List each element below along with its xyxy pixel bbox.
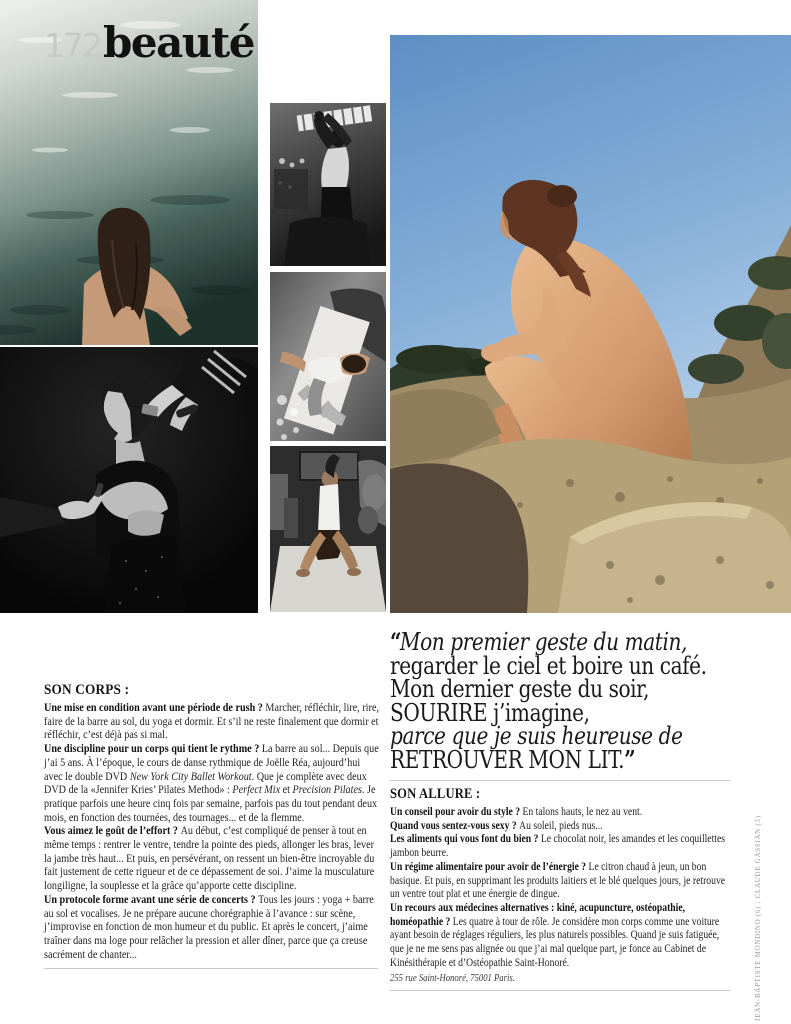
qa-item: Un protocole forme avant une série de concerts ? Tous les jours : yoga + barre au sol et vocalises. Je ne prépare aucune chorégraphie à l’avance : sur scène, j’improvise en fonction de mon humeur et du public. Et après le concert, j’aime traîner dans ma loge pour relâcher la pression et aller dîner, parce que ça creuse sacrément de chanter... (44, 893, 374, 961)
quote-line: SOURIRE j’imagine, (390, 697, 590, 727)
qa-item: Un régime alimentaire pour avoir de l’énergie ? Le citron chaud à jeun, un bon basique. Et puis, en supprimant les produits laitiers et le blé quelques jours, je retrouve un ventre tout plat et une énergie de dingue. (390, 860, 726, 901)
quote-line: regarder le ciel et boire un café. (390, 650, 707, 680)
photo-credit: JEAN-BAPTISTE MONDINO (6) ; CLAUDE GASSIAN (3) (754, 815, 762, 1021)
body-column-left (44, 682, 380, 969)
qa-item: Quand vous sentez-vous sexy ? Au soleil, pieds nus... (390, 819, 603, 832)
body-column-right (390, 627, 734, 991)
corps-section (44, 682, 380, 962)
quote-line: parce que je suis heureuse de (390, 721, 683, 750)
floor-illustration (270, 272, 386, 441)
photo-yoga-pose (270, 446, 386, 612)
photo-backstage-makeup (0, 347, 258, 613)
quote-line: Mon dernier geste du soir, (390, 674, 650, 703)
corps-heading: SON CORPS : (44, 682, 130, 698)
quote-rule (390, 780, 730, 781)
masthead (44, 18, 254, 67)
qa-item: Un conseil pour avoir du style ? En talons hauts, le nez au vent. (390, 806, 643, 818)
photo-floor-stretch (270, 272, 386, 441)
section-title: beauté (103, 18, 254, 67)
corps-qa-list (44, 702, 380, 962)
allure-qa-list (390, 806, 730, 970)
quote-line: “Mon premier geste du matin, (390, 627, 687, 656)
allure-section (390, 786, 730, 984)
qa-item: Un recours aux médecines alternatives : kiné, acupuncture, ostéopathie, homéopathie ? Les quatre à tour de rôle. Je considère mon corps comme une voiture ayant besoin de réglages réguliers, les plus naturels possibles. Quand je suis fatiguée, que je ne me sens pas alignée ou que j’ai mal quelque part, je fonce au Cabinet de Kinésithérapie et d’Ostéopathie Saint-Honoré. (390, 901, 720, 969)
rocks-illustration (390, 35, 791, 613)
qa-item: Une discipline pour un corps qui tient le rythme ? La barre au sol... Depuis que j’ai 5 ans. À l’époque, le cours de danse rythmique de Joëlle Réa, aujourd’hui avec le double DVD New York City Ballet Workout. Que je complète avec deux DVD de la «Jennifer Kries’ Pilates Method» : Perfect Mix et Precision Pilates. Je pratique parfois une heure cinq fois par semaine, parfois pas du tout pendant deux mois, en fonction des tournées, des tournages... et de la flemme. (44, 743, 379, 824)
left-bottom-rule (44, 968, 378, 969)
right-bottom-rule (390, 990, 730, 991)
quote-line: RETROUVER MON LIT.” (390, 744, 635, 774)
backstage-illustration (0, 347, 258, 613)
qa-item: Vous aimez le goût de l’effort ? Au début, c’est compliqué de penser à tout en même temps : rentrer le ventre, tendre la pointe des pieds, allonger les bras, lever la jambe très haut... Et puis, en persévérant, on ressent un bien-être incroyable du fait justement de cette rigueur et de ce dépassement de soi. J’aime la musculature longiligne, la souplesse et la grâce qu’apporte cette discipline. (44, 825, 375, 893)
pull-quote (390, 627, 734, 774)
qa-item: Une mise en condition avant une période de rush ? Marcher, réfléchir, lire, rire, faire de la barre au sol, du yoga et dormir. Et s’il ne reste finalement que dormir et réfléchir, c’est déjà pas si mal. (44, 702, 379, 742)
photo-rocks-main (390, 35, 791, 613)
page-number: 172 (44, 26, 101, 65)
yoga-illustration (270, 446, 386, 612)
address-line: 255 rue Saint-Honoré, 75001 Paris. (390, 973, 515, 985)
allure-heading: SON ALLURE : (390, 786, 481, 802)
photo-dressing-room-stretch (270, 103, 386, 266)
stretch-illustration (270, 103, 386, 266)
qa-item: Les aliments qui vous font du bien ? Le chocolat noir, les amandes et les coquillettes jambon beurre. (390, 833, 726, 860)
